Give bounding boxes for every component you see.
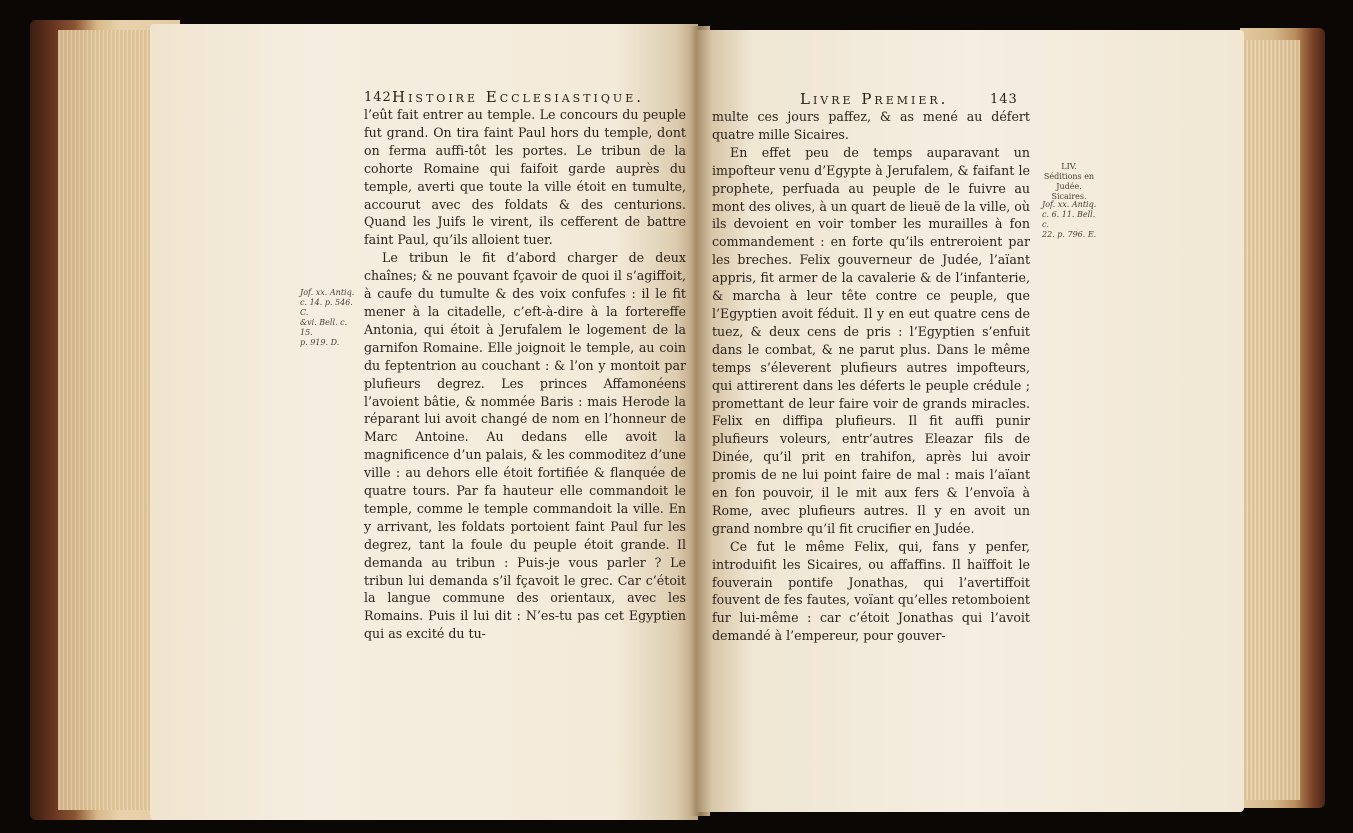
left-margin-note: Jof. xx. Antiq. c. 14. p. 546. C. &vi. Bell. c. 15. p. 919. D.	[300, 288, 355, 347]
right-running-title: Livre Premier.	[800, 90, 949, 108]
right-page-number: 143	[990, 92, 1018, 107]
left-page-number: 142	[364, 90, 392, 105]
left-page-text	[364, 106, 686, 643]
right-margin-note: Jof. xx. Antiq. c. 6. 11. Bell. c. 22. p. 796. E.	[1042, 200, 1097, 239]
right-paragraph-2: En effet peu de temps auparavant un impofteur venu d’Egypte à Jerufalem, & faifant le prophete, perfuada au peuple de le fuivre au mont des olives, à un quart de lieuë de la ville, où ils devoient en voir tomber les murailles à fon commandement : en forte qu’ils entreroient par les breches. Felix gouverneur de Judée, l’aïant appris, fit armer de la cavalerie & de l’infanterie, & marcha à leur tête contre ce peuple, que l’Egyptien avoit féduit. Il y en eut quatre cens de tuez, & deux cens de pris : l’Egyptien s’enfuit dans le combat, & ne parut plus. Dans le même temps s’éleverent plufieurs autres impofteurs, qui attirerent dans les déferts le peuple crédule ; promettant de leur faire voir de grands miracles. Felix en diffipa plufieurs. Il fit auffi punir plufieurs voleurs, entr’autres Eleazar fils de Dinée, qu’il prit en trahifon, après lui avoir promis de ne lui point faire de mal : mais l’aïant en fon pouvoir, il le mit aux fers & l’envoïa à Rome, avec plufieurs autres. Il y en avoit un grand nombre qu’il fit crucifier en Judée.	[712, 144, 1030, 536]
left-paragraph-2: Le tribun le fit d’abord charger de deux chaînes; & ne pouvant fçavoir de quoi il s’agiffoit, à caufe du tumulte & des voix confufes : il le fit mener à la citadelle, c’eft-à-dire à la fortereffe Antonia, qui étoit à Jerufalem le logement de la garnifon Romaine. Elle joignoit le temple, au coin du feptentrion au couchant : & l’on y montoit par plufieurs degrez. Les princes Affamonéens l’avoient bâtie, & nommée Baris : mais Herode la réparant lui avoit changé de nom en l’honneur de Marc Antoine. Au dedans elle avoit la magnificence d’un palais, & les commoditez d’une ville : au dehors elle étoit fortifiée & flanquée de quatre tours. Par fa hauteur elle commandoit le temple, comme le temple commandoit la ville. En y arrivant, les foldats portoient faint Paul fur les degrez, tant la foule du peuple étoit grande. Il demanda au tribun : Puis-je vous parler ? Le tribun lui demanda s’il fçavoit le grec. Car c’étoit la langue commune des orientaux, avec les Romains. Puis il lui dit : N’es-tu pas cet Egyptien qui as excité du tu-	[364, 250, 686, 642]
right-page-text	[712, 108, 1030, 645]
left-paragraph-1: l’eût fait entrer au temple. Le concours du peuple fut grand. On tira faint Paul hors du temple, dont on ferma auffi-tôt les portes. Le tribun de la cohorte Romaine qui faifoit garde auprès du temple, averti que toute la ville étoit en tumulte, accourut avec des foldats & des centurions. Quand les Juifs le virent, ils cefferent de battre faint Paul, qu’ils alloient tuer.	[364, 107, 686, 248]
right-paragraph-1: multe ces jours paffez, & as mené au défert quatre mille Sicaires.	[712, 109, 1030, 142]
right-margin-heading: LIV. Séditions en Judée. Sicaires.	[1043, 162, 1095, 201]
page-edges-right	[1238, 40, 1300, 800]
left-running-title: Histoire Ecclesiastique.	[392, 88, 644, 106]
right-paragraph-3: Ce fut le même Felix, qui, fans y penfer, introduifit les Sicaires, ou affaffins. Il haïffoit le fouverain pontife Jonathas, qui l’avertiffoit fouvent de fes fautes, voïant qu’elles retomboient fur lui-même : car c’étoit Jonathas qui l’avoit demandé à l’empereur, pour gouver-	[712, 538, 1030, 644]
